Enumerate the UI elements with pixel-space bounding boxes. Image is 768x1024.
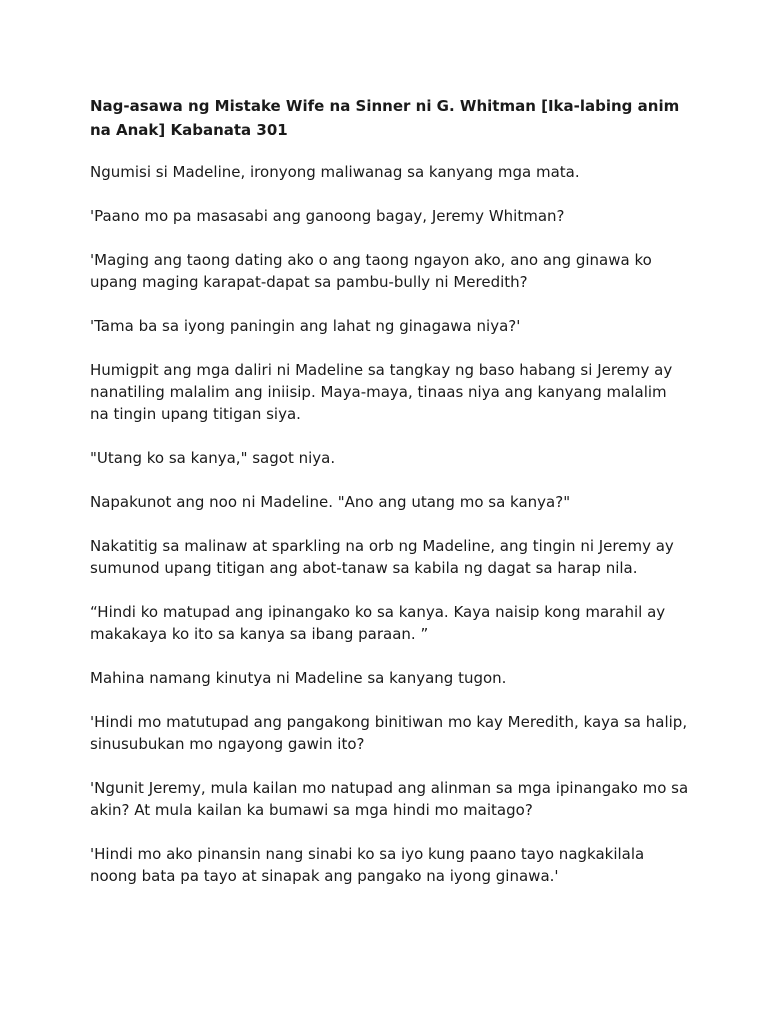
- paragraph: 'Paano mo pa masasabi ang ganoong bagay, Jeremy Whitman?: [90, 207, 565, 225]
- paragraph: 'Maging ang taong dating ako o ang taong ngayon ako, ano ang ginawa ko upang maging karapat-dapat sa pambu-bully ni Meredith?: [90, 251, 652, 291]
- paragraph: 'Hindi mo matutupad ang pangakong binitiwan mo kay Meredith, kaya sa halip, sinusubukan mo ngayong gawin ito?: [90, 713, 688, 753]
- chapter-title: Nag-asawa ng Mistake Wife na Sinner ni G. Whitman [Ika-labing anim na Anak] Kabanata 301: [90, 97, 680, 139]
- paragraph: Ngumisi si Madeline, ironyong maliwanag sa kanyang mga mata.: [90, 163, 580, 181]
- document-body: [90, 94, 690, 909]
- paragraph: 'Hindi mo ako pinansin nang sinabi ko sa iyo kung paano tayo nagkakilala noong bata pa tayo at sinapak ang pangako na iyong ginawa.': [90, 845, 645, 885]
- paragraph: 'Tama ba sa iyong paningin ang lahat ng ginagawa niya?': [90, 317, 521, 335]
- paragraph: Humigpit ang mga daliri ni Madeline sa tangkay ng baso habang si Jeremy ay nanatiling malalim ang iniisip. Maya-maya, tinaas niya ang kanyang malalim na tingin upang titigan siya.: [90, 361, 673, 423]
- paragraph: Nakatitig sa malinaw at sparkling na orb ng Madeline, ang tingin ni Jeremy ay sumunod upang titigan ang abot-tanaw sa kabila ng dagat sa harap nila.: [90, 537, 674, 577]
- paragraph: “Hindi ko matupad ang ipinangako ko sa kanya. Kaya naisip kong marahil ay makakaya ko ito sa kanya sa ibang paraan. ”: [90, 603, 666, 643]
- paragraph: 'Ngunit Jeremy, mula kailan mo natupad ang alinman sa mga ipinangako mo sa akin? At mula kailan ka bumawi sa mga hindi mo maitago?: [90, 779, 689, 819]
- paragraph: Mahina namang kinutya ni Madeline sa kanyang tugon.: [90, 669, 507, 687]
- paragraph: Napakunot ang noo ni Madeline. "Ano ang utang mo sa kanya?": [90, 493, 571, 511]
- paragraph: "Utang ko sa kanya," sagot niya.: [90, 449, 336, 467]
